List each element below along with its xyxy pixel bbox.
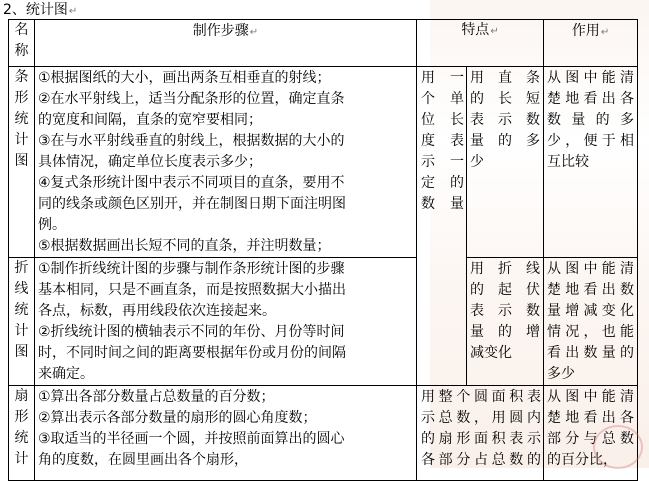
row-bar-chart [9, 67, 638, 258]
row-pie-chart-steps: ①算出各部分数量占总数量的百分数； ②算出表示各部分数量的扇形的圆心角度数； ③取适当的半径画一个圆，并按照前面算出的圆心 角的度数，在圆里画出各个扇形， [35, 386, 417, 481]
header-steps: 制作步骤↵ [35, 20, 417, 67]
header-usage: 作用↵ [544, 20, 638, 67]
row-line-chart-usage: 从 图 中 能 清 楚 地 看 出 数 量 增 减 变 化 情 况 ， 也 能 看 出 数 量 的 多少 [544, 258, 638, 386]
row-pie-chart-feature: 用 整 个 圆 面 积 表 示 总 数 ， 用 圆 内 的 扇 形 面 积 表 示 各 部 分 占 总 数 的 [417, 386, 544, 481]
row-bar-chart-steps: ①根据图纸的大小，画出两条互相垂直的射线； ②在水平射线上，适当分配条形的位置，确定直条 的宽度和间隔，直条的宽窄要相同； ③在与水平射线垂直的射线上，根据数据的大小的 具体情况，确定单位长度表示多少； ④复式条形统计图中表示不同项目的直条，要用不 同的线条或颜色区别开，并在制图日期下面注明图 例。 ⑤根据数据画出长短不同的直条，并注明数量； [35, 67, 417, 258]
row-line-chart-feature: 用 折 线 的 起 伏 表 示 数 量 的 增 减变化 [467, 258, 544, 386]
row-line-chart-name: 折 线 统 计 图 [9, 258, 35, 386]
row-pie-chart [9, 386, 638, 481]
row-pie-chart-name: 扇 形 统 计 [9, 386, 35, 481]
row-bar-chart-feature-unit: 用 一 个 单 位 长 度 表 示 一 定 的 数 量 [417, 67, 467, 386]
header-name: 名 称 [9, 20, 35, 67]
row-bar-chart-usage: 从 图 中 能 清 楚 地 看 出 各 数 量 的 多 少 ， 便 于 相 互比较 [544, 67, 638, 258]
row-pie-chart-usage: 从 图 中 能 清 楚 地 看 出 各 部 分 与 总 数 的百分比， [544, 386, 638, 481]
section-title: 2、统计图↵ [3, 2, 78, 18]
statistics-chart-table [8, 19, 638, 481]
row-line-chart-steps: ①制作折线统计图的步骤与制作条形统计图的步骤 基本相同，只是不画直条，而是按照数据大小描出 各点，标数，再用线段依次连接起来。 ②折线统计图的横轴表示不同的年份、月份等时间 时，不同时间之间的距离要根据年份或月份的间隔 来确定。 [35, 258, 417, 386]
row-bar-chart-feature: 用 直 条 的 长 短 表 示 数 量 的 多 少 [467, 67, 544, 258]
row-line-chart [9, 258, 638, 386]
header-row [9, 20, 638, 67]
decorative-stamp [593, 425, 643, 469]
header-features: 特点↵ [417, 20, 544, 67]
row-bar-chart-name: 条 形 统 计 图 [9, 67, 35, 258]
